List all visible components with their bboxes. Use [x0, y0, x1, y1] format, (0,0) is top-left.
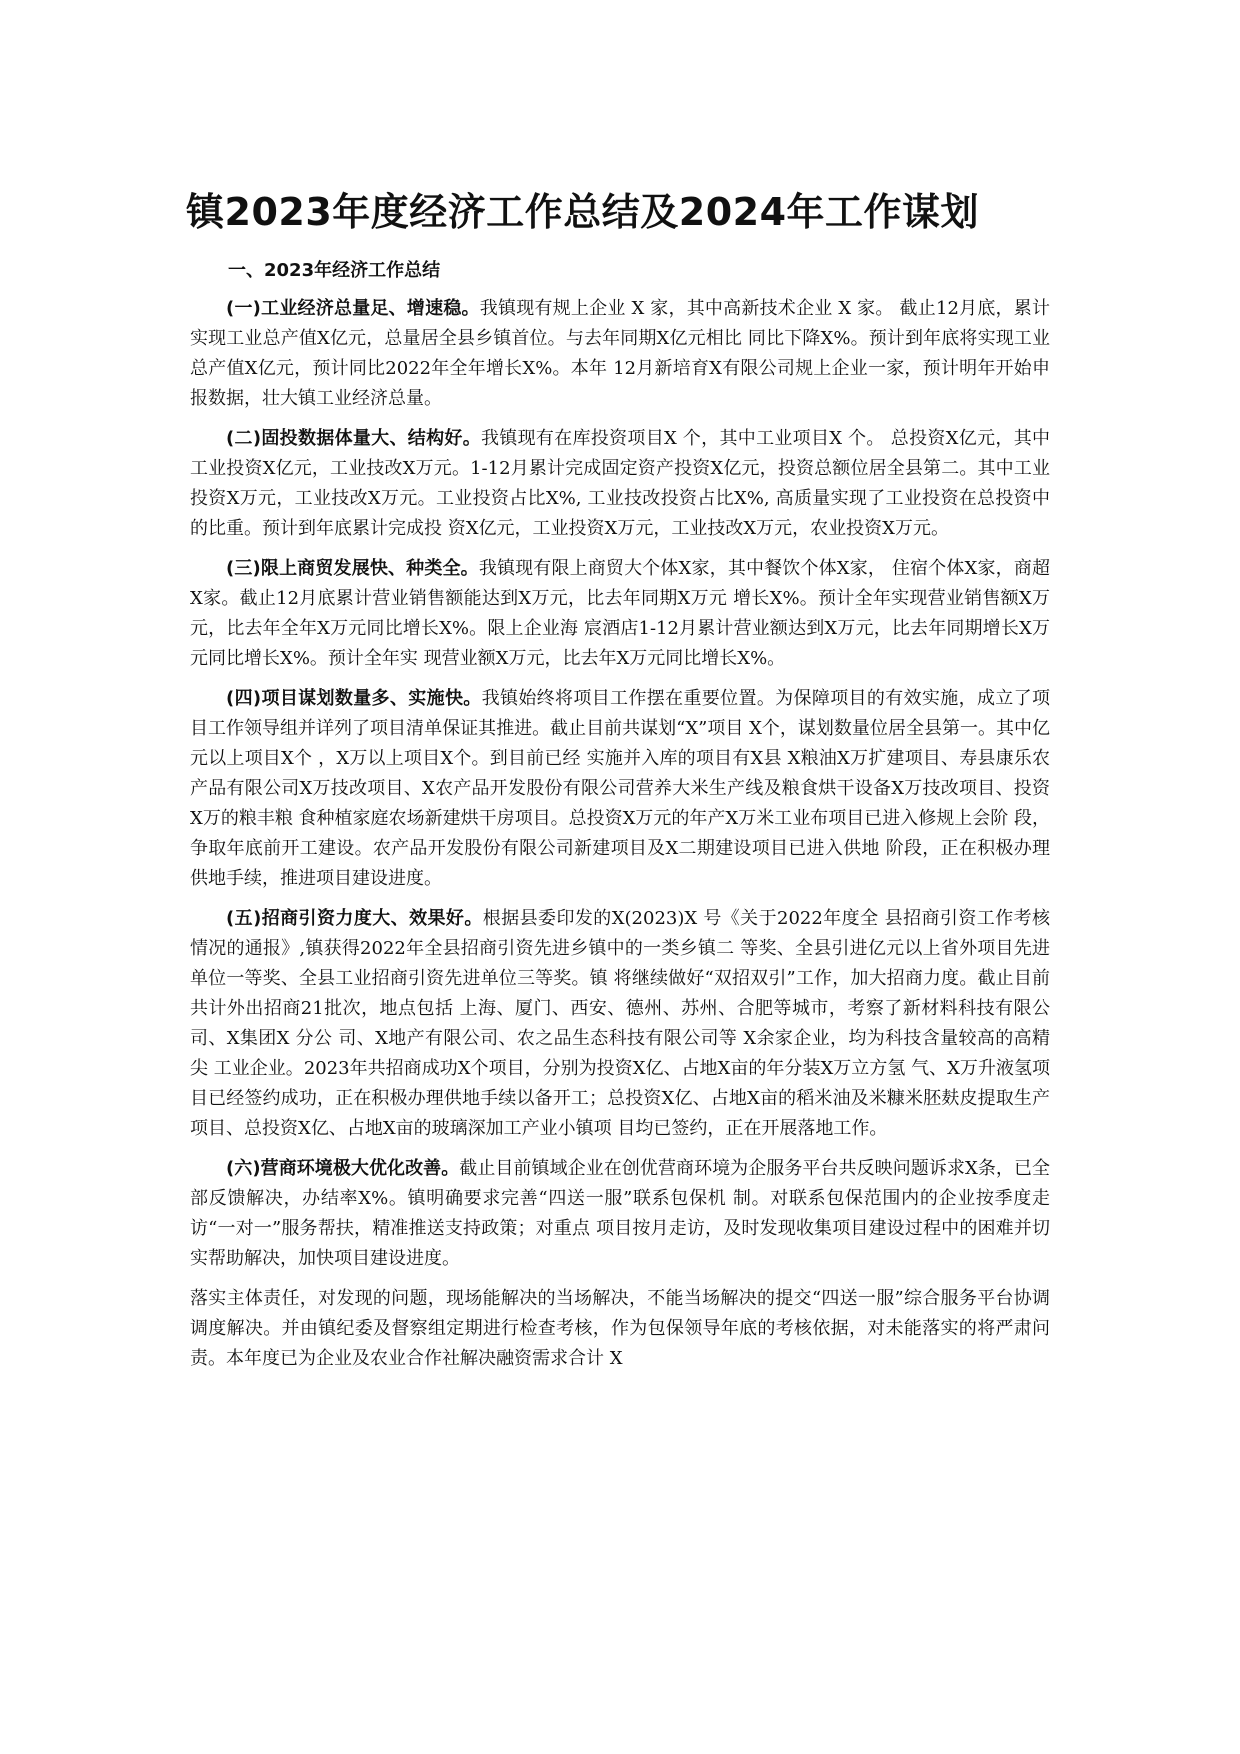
paragraph-text: 根据县委印发的X(2023)X 号《关于2022年度全 县招商引资工作考核情况的通报》,镇获得2022年全县招商引资先进乡镇中的一类乡镇二 等奖、全县引进亿元以上省外项目先进单位一等奖、全县工业招商引资先进单位三等奖。镇 将继续做好“双招双引”工作，加大招商力度。截止目前共计外出招商21批次，地点包括 上海、厦门、西安、德州、苏州、合肥等城市，考察了新材料科技有限公司、X集团X 分公 司、X地产有限公司、农之品生态科技有限公司等 X余家企业，均为科技含量较高的高精尖 工业企业。2023年共招商成功X个项目，分别为投资X亿、占地X亩的年分装X万立方氢 气、X万升液氢项目已经签约成功，正在积极办理供地手续以备开工；总投资X亿、占地X亩的稻米油及米糠米胚麸皮提取生产项目、总投资X亿、占地X亩的玻璃深加工产业小镇项 目均已签约，正在开展落地工作。 — [190, 908, 1051, 1139]
section-heading: 一、2023年经济工作总结 — [228, 260, 441, 281]
paragraph-text: 截止目前镇域企业在创优营商环境为企服务平台共反映问题诉求X条，已全部反馈解决，办结率X%。镇明确要求完善“四送一服”联系包保机 制。对联系包保范围内的企业按季度走访“一对一”服务帮扶，精准推送支持政策；对重点 项目按月走访，及时发现收集项目建设过程中的困难并切实帮助解决，加快项目建设进度。 — [190, 1158, 1051, 1269]
paragraph-lead: (四)项目谋划数量多、实施快。 — [226, 688, 482, 709]
paragraph-project-planning — [190, 684, 1050, 894]
paragraph-text: 我镇始终将项目工作摆在重要位置。为保障项目的有效实施，成立了项目工作领导组并详列了项目清单保证其推进。截止目前共谋划“X”项目 X个，谋划数量位居全县第一。其中亿元以上项目X个 ，X万以上项目X个。到目前已经 实施并入库的项目有X县 X粮油X万扩建项目、寿县康乐农产品有限公司X万技改项目、X农产品开发股份有限公司营养大米生产线及粮食烘干设备X万技改项目、投资X万的粮丰粮 食种植家庭农场新建烘干房项目。总投资X万元的年产X万米工业布项目已进入修规上会阶 段，争取年底前开工建设。农产品开发股份有限公司新建项目及X二期建设项目已进入供地 阶段，正在积极办理供地手续，推进项目建设进度。 — [190, 688, 1051, 889]
paragraph-text: 我镇现有限上商贸大个体X家，其中餐饮个体X家， 住宿个体X家，商超 X家。截止12月底累计营业销售额能达到X万元，比去年同期X万元 增长X%。预计全年实现营业销售额X万元，比去年全年X万元同比增长X%。限上企业海 宸酒店1-12月累计营业额达到X万元，比去年同期增长X万元同比增长X%。预计全年实 现营业额X万元，比去年X万元同比增长X%。 — [190, 558, 1050, 669]
paragraph-fixed-investment — [190, 424, 1050, 544]
paragraph-text: 我镇现有规上企业 X 家，其中高新技术企业 X 家。 截止12月底，累计实现工业总产值X亿元，总量居全县乡镇首位。与去年同期X亿元相比 同比下降X%。预计到年底将实现工业总产值X亿元，预计同比2022年全年增长X%。本年 12月新培育X有限公司规上企业一家，预计明年开始申报数据，壮大镇工业经济总量。 — [190, 298, 1051, 409]
paragraph-business-environment — [190, 1154, 1050, 1274]
paragraph-industrial-economy — [190, 294, 1050, 414]
paragraph-lead: (五)招商引资力度大、效果好。 — [226, 908, 483, 929]
paragraph-lead: (六)营商环境极大优化改善。 — [226, 1158, 460, 1179]
paragraph-commerce-trade — [190, 554, 1050, 674]
document-title: 镇2023年度经济工作总结及2024年工作谋划 — [186, 190, 980, 234]
paragraph-investment-attraction — [190, 904, 1050, 1144]
paragraph-text: 我镇现有在库投资项目X 个，其中工业项目X 个。 总投资X亿元，其中工业投资X亿元，工业技改X万元。1-12月累计完成固定资产投资X亿元，投资总额位居全县第二。其中工业投资X万元，工业技改X万元。工业投资占比X%, 工业技改投资占比X%, 高质量实现了工业投资在总投资中的比重。预计到年底累计完成投 资X亿元，工业投资X万元，工业技改X万元，农业投资X万元。 — [190, 428, 1050, 539]
document-body — [190, 256, 1050, 1384]
paragraph-lead: (二)固投数据体量大、结构好。 — [226, 428, 481, 449]
paragraph-closing: 落实主体责任，对发现的问题，现场能解决的当场解决，不能当场解决的提交“四送一服”综合服务平台协调调度解决。并由镇纪委及督察组定期进行检查考核，作为包保领导年底的考核依据，对未能落实的将严肃问责。本年度已为企业及农业合作社解决融资需求合计 X — [190, 1288, 1050, 1369]
paragraph-lead: (三)限上商贸发展快、种类全。 — [226, 558, 479, 579]
paragraph-lead: (一)工业经济总量足、增速稳。 — [226, 298, 480, 319]
